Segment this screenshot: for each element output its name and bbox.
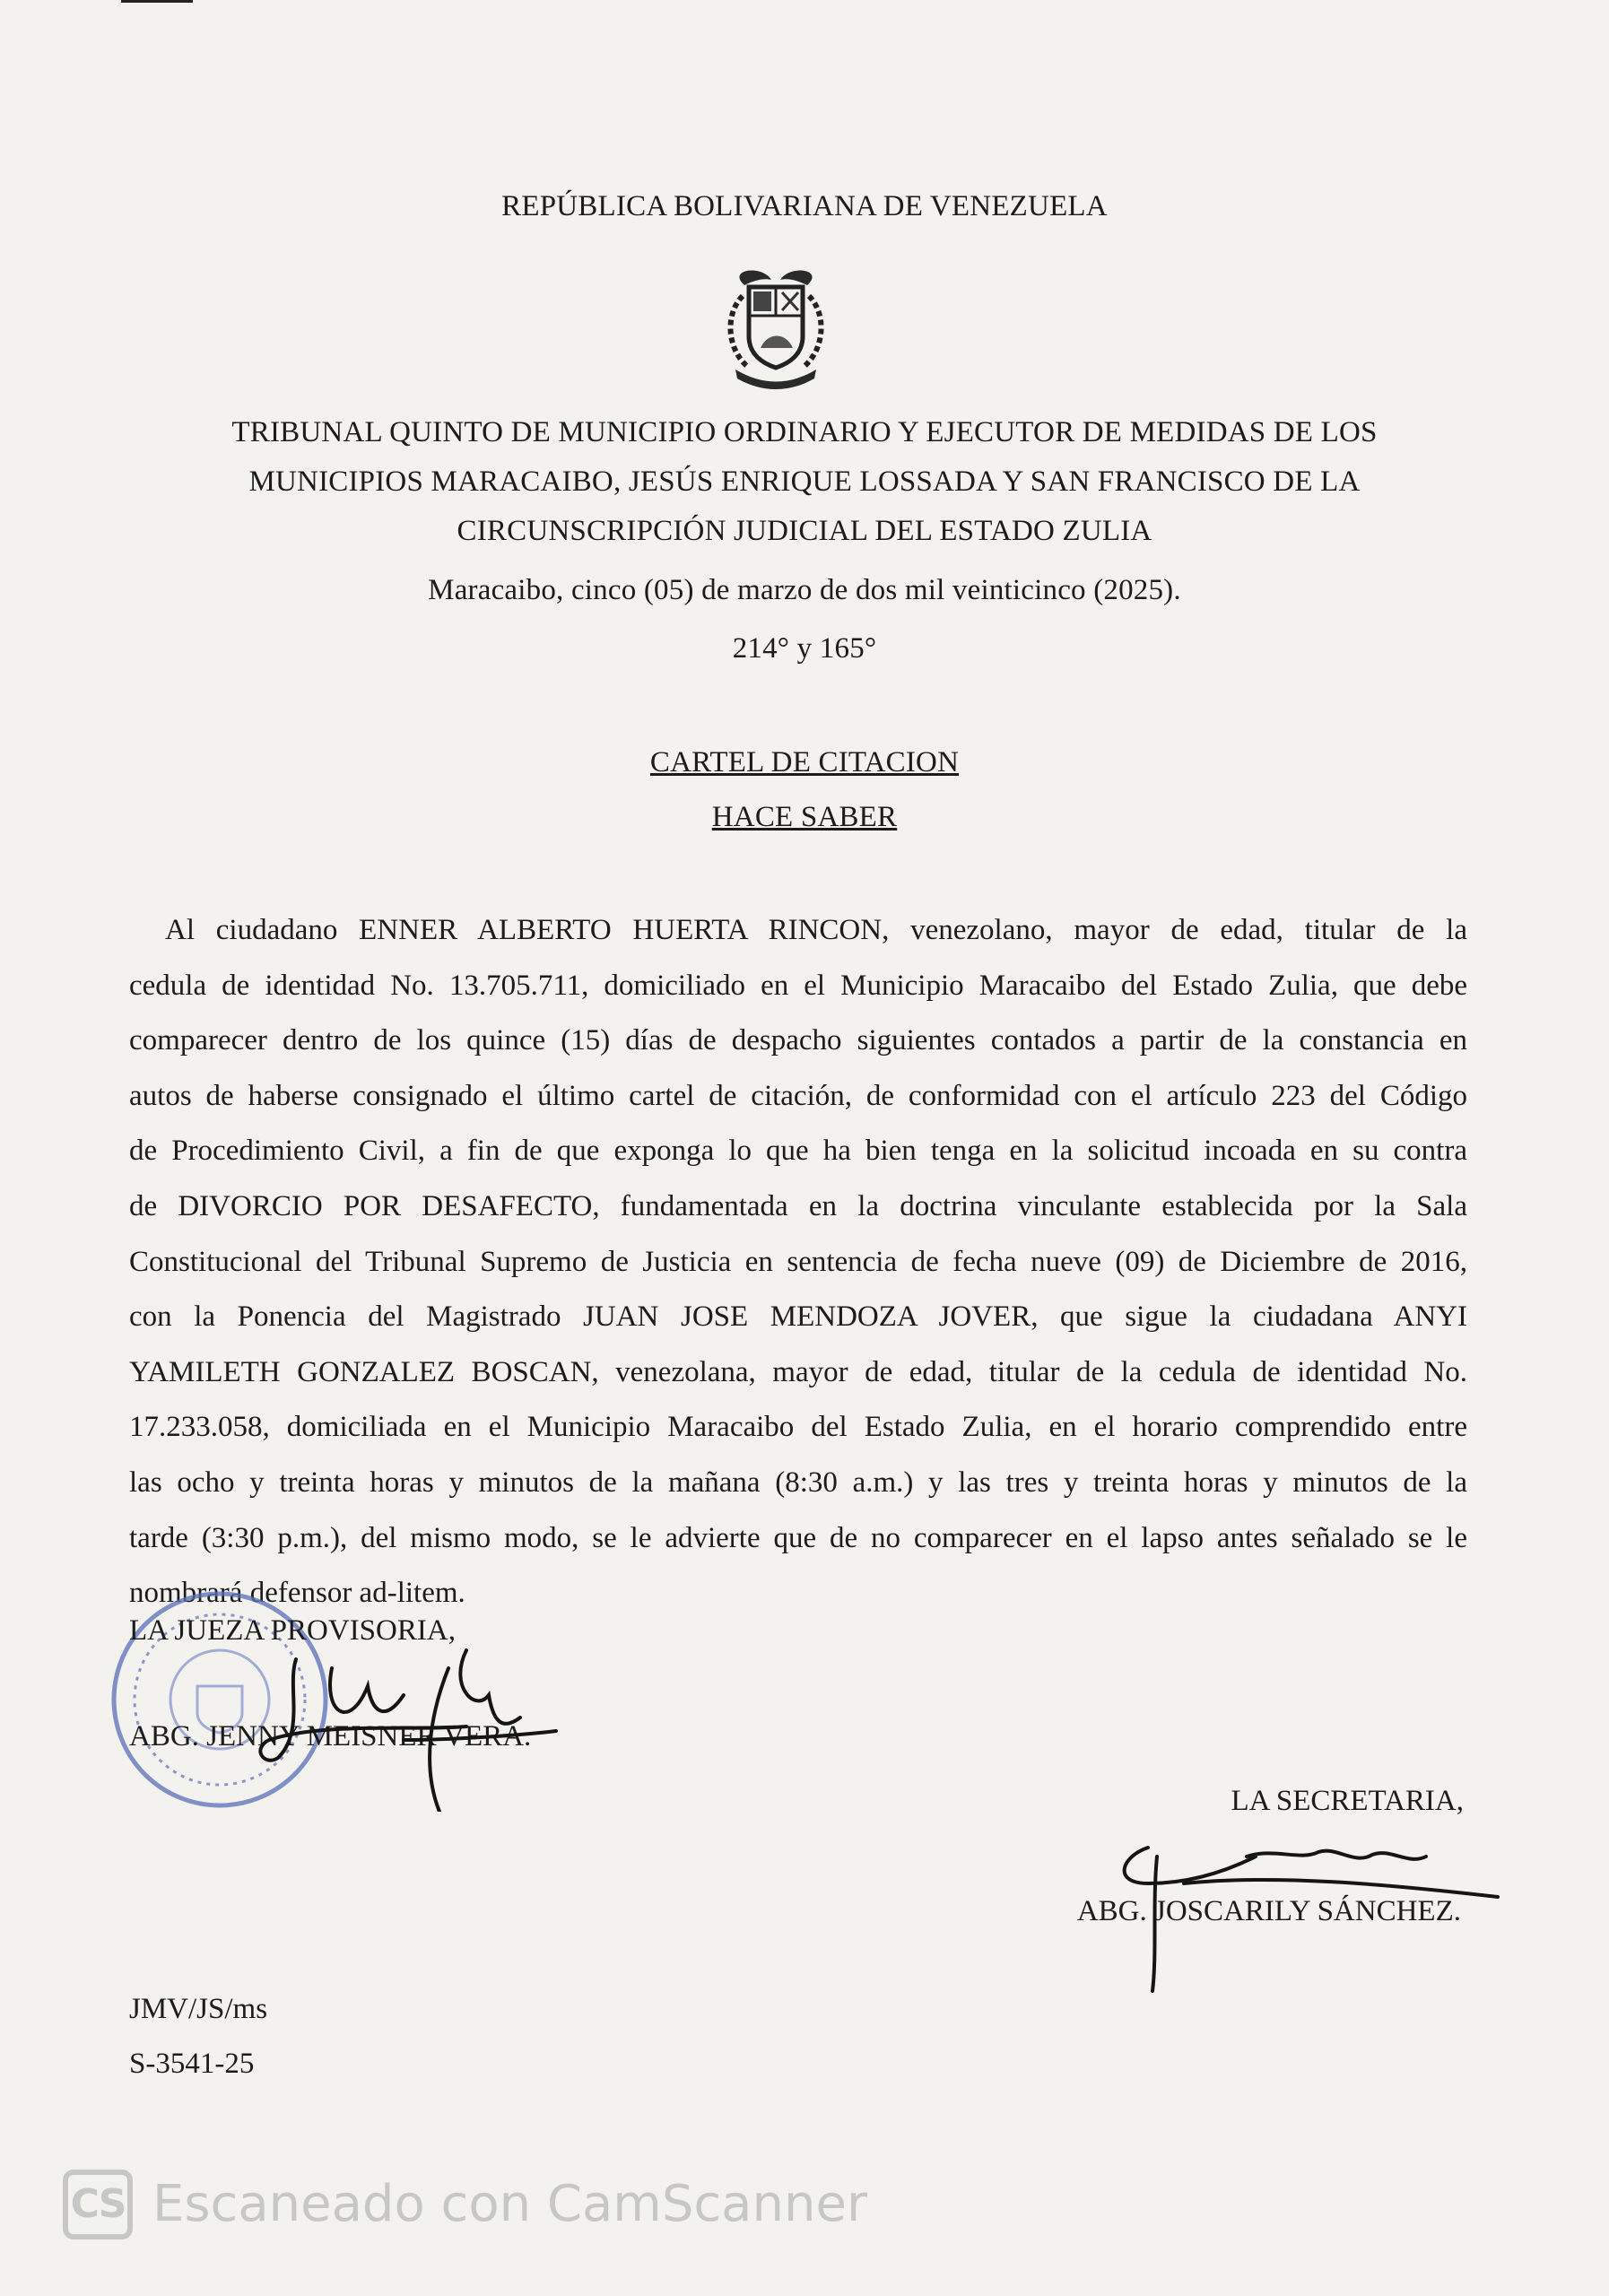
body-line: autos de haberse consignado el último cartel de citación, de conformidad con el artículo 223 del Código — [129, 1079, 1467, 1112]
body-line: YAMILETH GONZALEZ BOSCAN, venezolana, mayor de edad, titular de la cedula de identidad No. — [129, 1355, 1467, 1388]
body-line: nombrará defensor ad-litem. — [129, 1577, 465, 1610]
document-date: Maracaibo, cinco (05) de marzo de dos mil veinticinco (2025). — [428, 574, 1181, 606]
document-years: 214° y 165° — [732, 632, 877, 665]
corner-scan-mark — [121, 0, 193, 3]
body-line: 17.233.058, domiciliada en el Municipio Maracaibo del Estado Zulia, en el horario comprendido entre — [129, 1411, 1467, 1444]
tribunal-line-3: CIRCUNSCRIPCIÓN JUDICIAL DEL ESTADO ZULIA — [457, 515, 1152, 547]
jueza-signature — [179, 1632, 583, 1812]
watermark-text: Escaneado con CamScanner — [152, 2175, 867, 2233]
body-line: las ocho y treinta horas y minutos de la mañana (8:30 a.m.) y las tres y treinta horas y minutos de la — [129, 1465, 1467, 1499]
body-line: tarde (3:30 p.m.), del mismo modo, se le advierte que de no comparecer en el lapso antes señalado se le — [129, 1521, 1467, 1554]
secretaria-signature — [1067, 1821, 1516, 2000]
republic-header: REPÚBLICA BOLIVARIANA DE VENEZUELA — [501, 190, 1108, 222]
secretaria-name: ABG. JOSCARILY SÁNCHEZ. — [1076, 1895, 1461, 1927]
body-line: de DIVORCIO POR DESAFECTO, fundamentada en la doctrina vinculante establecida por la Sala — [129, 1189, 1467, 1222]
secretaria-title: LA SECRETARIA, — [1231, 1785, 1464, 1817]
body-line: cedula de identidad No. 13.705.711, domiciliado en el Municipio Maracaibo del Estado Zulia, que debe — [129, 969, 1467, 1002]
camscanner-watermark — [63, 2166, 867, 2242]
body-line: con la Ponencia del Magistrado JUAN JOSE MENDOZA JOVER, que sigue la ciudadana ANYI — [129, 1300, 1467, 1334]
venezuela-coat-of-arms-icon — [709, 260, 843, 395]
reference-initials: JMV/JS/ms — [129, 1993, 268, 2025]
body-line: de Procedimiento Civil, a fin de que exponga lo que ha bien tenga en la solicitud incoada en su contra — [129, 1135, 1467, 1168]
body-line: Al ciudadano ENNER ALBERTO HUERTA RINCON, venezolano, mayor de edad, titular de la — [165, 914, 1467, 946]
citation-body — [129, 903, 1467, 1622]
document-subtitle: HACE SABER — [711, 801, 898, 833]
tribunal-name — [0, 408, 1609, 556]
body-line: comparecer dentro de los quince (15) días de despacho siguientes contados a partir de la constancia en — [129, 1024, 1467, 1057]
jueza-name: ABG. JENNY MEISNER VERA. — [129, 1720, 532, 1752]
jueza-title: LA JUEZA PROVISORIA, — [129, 1614, 456, 1647]
tribunal-line-2: MUNICIPIOS MARACAIBO, JESÚS ENRIQUE LOSSADA Y SAN FRANCISCO DE LA — [248, 465, 1361, 498]
document-title: CARTEL DE CITACION — [649, 746, 960, 778]
body-line: Constitucional del Tribunal Supremo de Justicia en sentencia de fecha nueve (09) de Diciembre de 2016, — [129, 1245, 1467, 1278]
file-number: S-3541-25 — [129, 2048, 255, 2080]
camscanner-logo-icon: CS — [63, 2170, 133, 2239]
tribunal-line-1: TRIBUNAL QUINTO DE MUNICIPIO ORDINARIO Y EJECUTOR DE MEDIDAS DE LOS — [231, 416, 1378, 448]
